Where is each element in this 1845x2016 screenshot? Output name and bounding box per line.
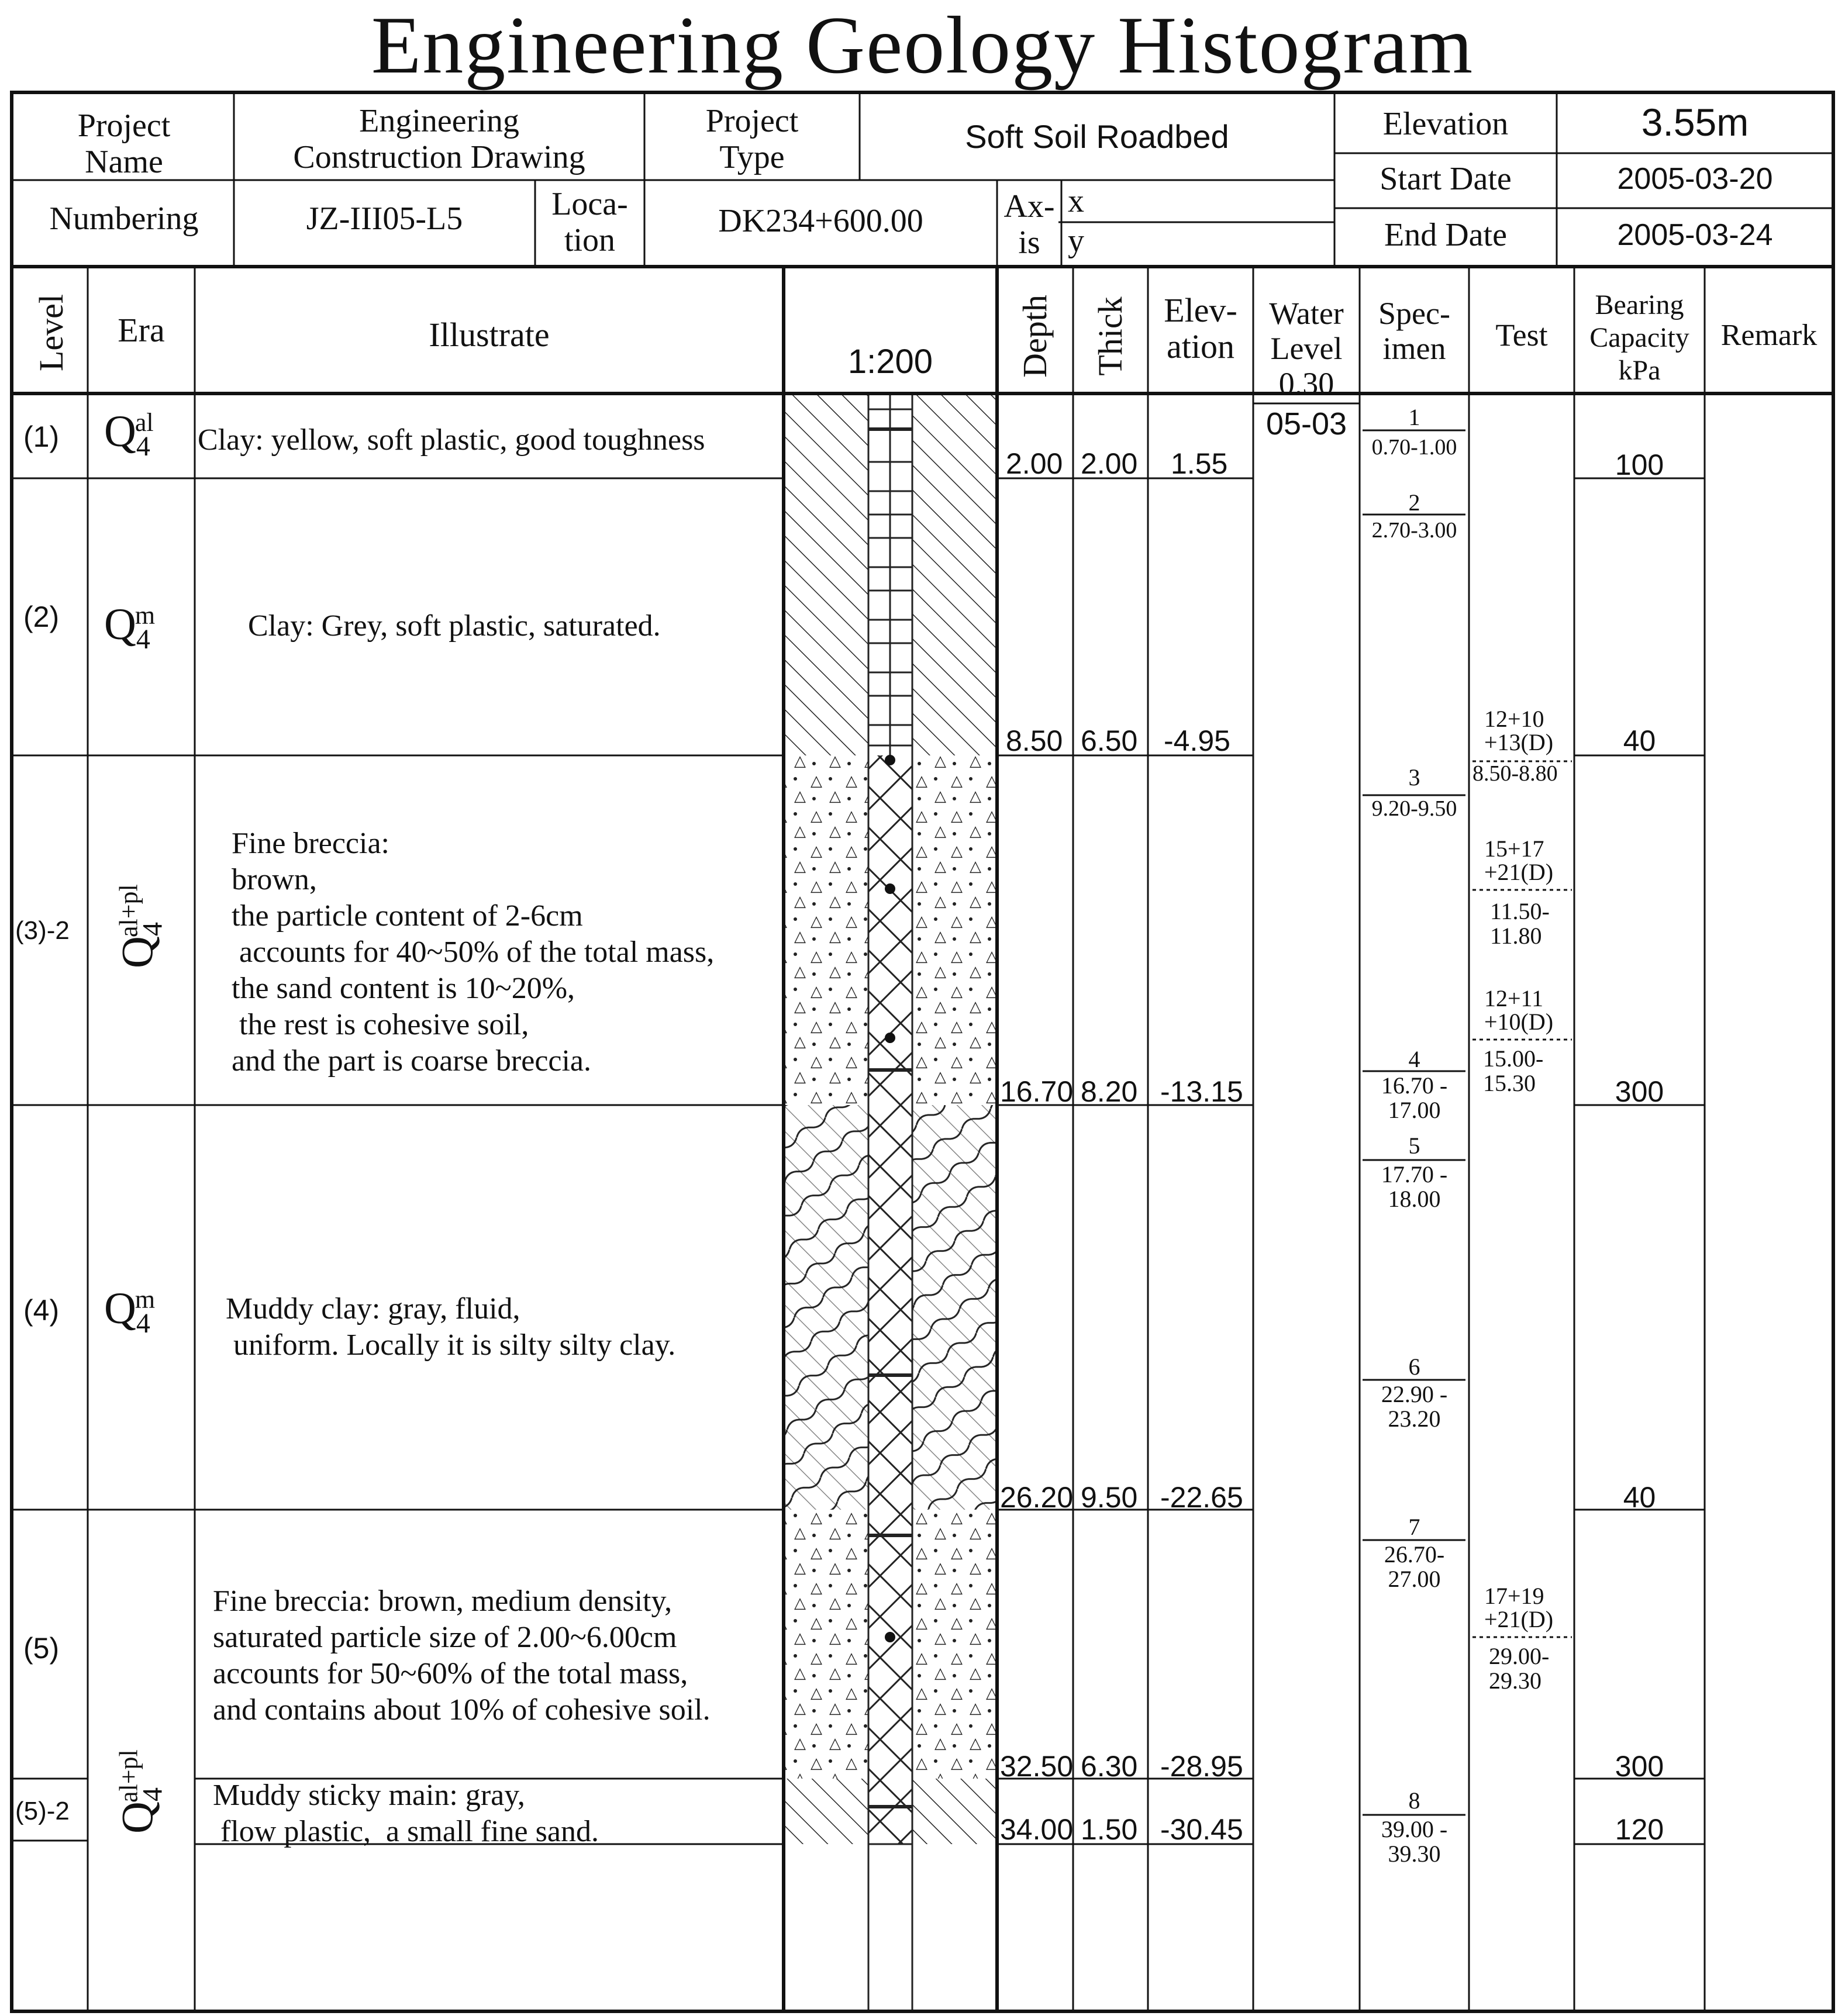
layer-3-era-base: Q	[113, 936, 163, 968]
numbering-value: JZ-III05-L5	[306, 201, 463, 237]
col-water-line3: 0.30	[1278, 366, 1334, 401]
specimen-4-range-line2: 17.00	[1388, 1097, 1441, 1123]
col-level: Level	[32, 294, 70, 372]
layer-3-era	[115, 873, 167, 980]
specimen-4-no: 4	[1408, 1046, 1420, 1072]
test-3	[1484, 987, 1553, 1034]
col-specimen-line2: imen	[1382, 331, 1446, 366]
layer-3-era-sup: al+pl	[114, 884, 143, 938]
axis-label-line2: is	[1018, 225, 1040, 261]
test-1-range: 8.50-8.80	[1472, 761, 1558, 786]
specimen-2-range: 2.70-3.00	[1371, 518, 1457, 543]
test-2-range-line2: 11.80	[1490, 923, 1542, 949]
layer-2-elevation: -4.95	[1164, 724, 1230, 757]
layer-5-depth: 32.50	[1000, 1750, 1074, 1783]
specimen-2-no: 2	[1408, 489, 1420, 516]
col-illustrate: Illustrate	[429, 316, 550, 354]
project-type-label	[644, 103, 860, 175]
col-water-line2: Level	[1270, 331, 1343, 366]
project-type-value: Soft Soil Roadbed	[965, 118, 1229, 155]
layer-5-elevation: -28.95	[1160, 1750, 1243, 1783]
layer-3-desc-line: the rest is cohesive soil,	[232, 1008, 529, 1041]
layer-1-level: (1)	[23, 420, 60, 453]
specimen-3-range: 9.20-9.50	[1371, 796, 1457, 821]
numbering-label: Numbering	[49, 201, 199, 237]
layer-4-era-sup: m	[135, 1285, 156, 1314]
axis-x: x	[1068, 183, 1084, 219]
test-4-range-line1: 29.00-	[1489, 1643, 1550, 1669]
elevation-label: Elevation	[1382, 106, 1509, 142]
col-bearing-capacity	[1574, 289, 1705, 387]
layer-5-era-base: Q	[113, 1801, 163, 1834]
specimen-5-no: 5	[1408, 1133, 1420, 1159]
project-name-value	[234, 103, 644, 175]
col-specimen	[1360, 296, 1469, 366]
layer-5-description	[213, 1583, 711, 1728]
layer-5-2-depth: 34.00	[1000, 1813, 1074, 1846]
col-era: Era	[118, 311, 165, 349]
layer-2-level: (2)	[23, 600, 60, 633]
layer-3-bearing: 300	[1615, 1075, 1664, 1108]
project-name-value-line1: Engineering	[359, 103, 519, 139]
test-3-range-line2: 15.30	[1483, 1070, 1536, 1096]
test-4-line2: +21(D)	[1484, 1606, 1554, 1632]
layer-4-desc-line: Muddy clay: gray, fluid,	[226, 1292, 520, 1325]
test-4	[1484, 1585, 1553, 1631]
location-label-line1: Loca-	[551, 186, 628, 222]
layer-1-description: Clay: yellow, soft plastic, good toughness	[198, 423, 705, 457]
layer-5-desc-line: Fine breccia: brown, medium density,	[213, 1585, 673, 1618]
layer-3-desc-line: the particle content of 2-6cm	[232, 899, 583, 933]
layer-5-2-bearing: 120	[1615, 1813, 1664, 1846]
layer-4-elevation: -22.65	[1160, 1481, 1243, 1514]
col-depth: Depth	[1016, 295, 1054, 378]
test-3-range	[1483, 1047, 1543, 1096]
layer-2-era-sup: m	[135, 600, 156, 630]
test-4-range	[1489, 1644, 1549, 1693]
test-2-line1: 15+17	[1484, 836, 1544, 862]
layer-4-level: (4)	[23, 1294, 60, 1327]
layer-4-bearing: 40	[1623, 1481, 1656, 1514]
project-type-label-line2: Type	[719, 139, 785, 175]
project-type-label-line1: Project	[705, 103, 799, 139]
layer-3-desc-line: the sand content is 10~20%,	[232, 972, 575, 1005]
layer-5-2-desc-line: flow plastic, a small fine sand.	[213, 1815, 599, 1848]
specimen-5-range-line1: 17.70 -	[1381, 1161, 1448, 1187]
project-name-value-line2: Construction Drawing	[293, 139, 585, 175]
end-date-value: 2005-03-24	[1617, 218, 1773, 252]
layer-5-era	[115, 1738, 167, 1845]
specimen-6-range-line2: 23.20	[1388, 1406, 1441, 1432]
col-elevation-line1: Elev-	[1164, 291, 1237, 329]
test-2	[1484, 837, 1553, 884]
layer-3-level: (3)-2	[15, 916, 70, 945]
layer-1-bearing: 100	[1615, 448, 1664, 481]
axis-label	[997, 188, 1061, 261]
layer-1-thick: 2.00	[1081, 447, 1138, 480]
layer-3-thick: 8.20	[1081, 1075, 1138, 1108]
col-water-line1: Water	[1269, 296, 1344, 331]
specimen-5-range	[1360, 1162, 1469, 1211]
layer-5-desc-line: saturated particle size of 2.00~6.00cm	[213, 1621, 677, 1654]
layer-4-era-sub: 4	[136, 1308, 150, 1340]
layer-5-bearing: 300	[1615, 1750, 1664, 1783]
layer-5-era-sub: 4	[137, 1787, 168, 1802]
page-title: Engineering Geology Histogram	[371, 0, 1474, 91]
layer-4-description	[226, 1291, 675, 1363]
layer-2-thick: 6.50	[1081, 724, 1138, 757]
layer-5-2-desc-line: Muddy sticky main: gray,	[213, 1779, 525, 1812]
col-test: Test	[1495, 317, 1548, 353]
specimen-7-range-line2: 27.00	[1388, 1566, 1441, 1592]
layer-1-era	[104, 409, 154, 461]
layer-2-bearing: 40	[1623, 724, 1656, 757]
specimen-8-range	[1360, 1817, 1469, 1866]
specimen-6-range	[1360, 1382, 1469, 1431]
layer-5-level: (5)	[23, 1632, 60, 1665]
layer-3-desc-line: and the part is coarse breccia.	[232, 1044, 592, 1078]
layer-4-era-base: Q	[104, 1284, 136, 1333]
col-remark: Remark	[1720, 319, 1818, 352]
project-name-label	[14, 108, 234, 180]
test-2-line2: +21(D)	[1484, 859, 1554, 885]
test-2-range	[1490, 899, 1550, 948]
layer-5-desc-line: and contains about 10% of cohesive soil.	[213, 1693, 711, 1727]
col-bearing-line1: Bearing	[1595, 289, 1684, 320]
layer-2-era	[104, 602, 155, 654]
specimen-6-no: 6	[1408, 1354, 1420, 1380]
col-water-level	[1253, 296, 1360, 401]
specimen-1-no: 1	[1408, 404, 1420, 430]
col-elevation	[1148, 292, 1253, 365]
test-3-range-line1: 15.00-	[1483, 1045, 1544, 1072]
specimen-7-range	[1360, 1542, 1469, 1592]
layer-3-desc-line: brown,	[232, 863, 317, 896]
layer-1-elevation: 1.55	[1171, 447, 1228, 480]
specimen-7-no: 7	[1408, 1514, 1420, 1540]
project-name-label-line1: Project	[77, 108, 171, 144]
layer-1-era-base: Q	[104, 407, 136, 456]
specimen-8-no: 8	[1408, 1787, 1420, 1814]
start-date-label: Start Date	[1380, 161, 1512, 197]
col-elevation-line2: ation	[1167, 327, 1234, 365]
layer-1-era-sub: 4	[136, 431, 150, 462]
location-label-line2: tion	[564, 222, 616, 258]
water-level-date: 05-03	[1265, 406, 1347, 441]
specimen-6-range-line1: 22.90 -	[1381, 1381, 1448, 1407]
layer-5-2-description	[213, 1777, 599, 1850]
axis-label-line1: Ax-	[1003, 188, 1055, 225]
layer-4-desc-line: uniform. Locally it is silty silty clay.	[226, 1328, 676, 1362]
layer-5-2-level: (5)-2	[15, 1797, 70, 1825]
layer-5-era-sup: al+pl	[114, 1749, 143, 1803]
test-4-line1: 17+19	[1484, 1583, 1544, 1609]
test-2-range-line1: 11.50-	[1490, 898, 1550, 924]
layer-5-desc-line: accounts for 50~60% of the total mass,	[213, 1657, 688, 1690]
test-1	[1484, 707, 1553, 754]
layer-4-thick: 9.50	[1081, 1481, 1138, 1514]
specimen-5-range-line2: 18.00	[1388, 1186, 1441, 1212]
lithology-column	[785, 395, 997, 2011]
specimen-4-range-line1: 16.70 -	[1381, 1072, 1448, 1099]
test-1-line1: 12+10	[1484, 706, 1544, 732]
col-thick: Thick	[1091, 296, 1129, 376]
location-value: DK234+600.00	[718, 203, 923, 239]
specimen-8-range-line2: 39.30	[1388, 1841, 1441, 1867]
layer-2-description: Clay: Grey, soft plastic, saturated.	[248, 609, 661, 643]
layer-2-era-sub: 4	[136, 624, 150, 655]
test-1-line2: +13(D)	[1484, 729, 1554, 755]
layer-3-description	[232, 826, 714, 1079]
col-bearing-line3: kPa	[1618, 355, 1661, 386]
col-bearing-line2: Capacity	[1589, 322, 1689, 353]
start-date-value: 2005-03-20	[1617, 162, 1773, 196]
specimen-3-no: 3	[1408, 764, 1420, 790]
layer-4-era	[104, 1286, 155, 1338]
layer-3-desc-line: accounts for 40~50% of the total mass,	[232, 935, 715, 969]
specimen-1-range: 0.70-1.00	[1371, 435, 1457, 460]
col-specimen-line1: Spec-	[1378, 296, 1450, 331]
borehole-core-lower	[868, 755, 912, 1844]
layer-3-era-sub: 4	[137, 922, 168, 937]
layer-2-depth: 8.50	[1006, 724, 1063, 757]
layer-5-2-thick: 1.50	[1081, 1813, 1138, 1846]
project-name-label-line2: Name	[85, 144, 163, 180]
layer-3-desc-line: Fine breccia:	[232, 827, 389, 860]
layer-1-depth: 2.00	[1006, 447, 1063, 480]
layer-3-depth: 16.70	[1000, 1075, 1074, 1108]
col-scale: 1:200	[847, 343, 933, 381]
layer-1-era-sup: al	[135, 408, 154, 437]
test-4-range-line2: 29.30	[1489, 1668, 1541, 1694]
axis-y: y	[1068, 223, 1084, 259]
test-3-line1: 12+11	[1484, 985, 1544, 1012]
test-3-line2: +10(D)	[1484, 1009, 1554, 1035]
layer-5-thick: 6.30	[1081, 1750, 1138, 1783]
layer-4-depth: 26.20	[1000, 1481, 1074, 1514]
layer-3-elevation: -13.15	[1160, 1075, 1243, 1108]
specimen-7-range-line1: 26.70-	[1384, 1541, 1445, 1568]
end-date-label: End Date	[1384, 217, 1507, 253]
specimen-8-range-line1: 39.00 -	[1381, 1816, 1448, 1842]
location-label	[535, 186, 644, 258]
layer-5-2-elevation: -30.45	[1160, 1813, 1243, 1846]
specimen-4-range	[1360, 1073, 1469, 1123]
layer-2-era-base: Q	[104, 600, 136, 649]
elevation-value: 3.55m	[1641, 101, 1749, 144]
